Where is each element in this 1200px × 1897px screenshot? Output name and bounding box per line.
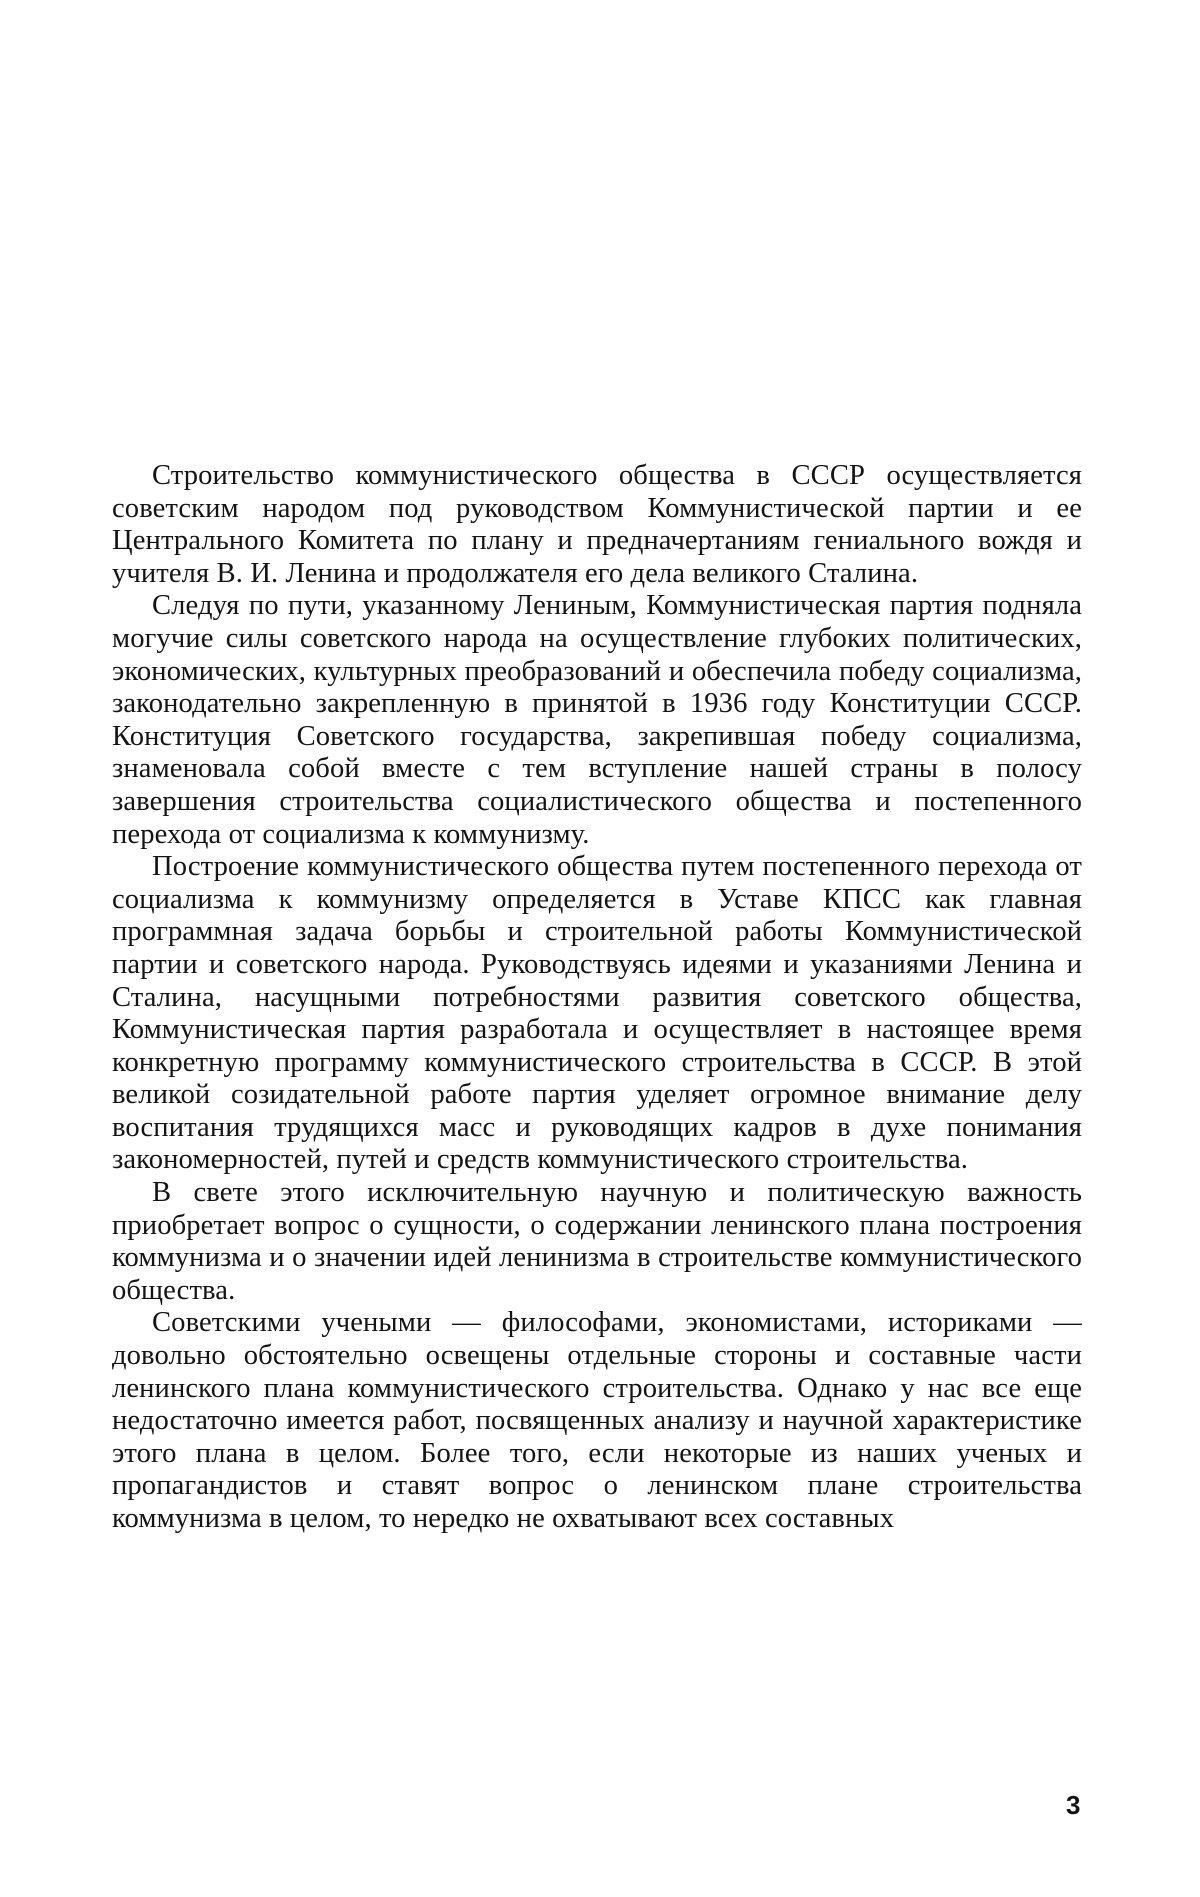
page-number: 3 — [1066, 1790, 1080, 1821]
paragraph-1: Строительство коммунистического общества в СССР осуществляется советским народом под руководством Коммунистической партии и ее Центрального Комитета по плану и предначертаниям гениального вождя и учителя В. И. Ленина и продолжателя его дела великого Сталина. — [112, 460, 1082, 590]
body-text — [112, 460, 1082, 1536]
paragraph-3: Построение коммунистического общества путем постепенного перехода от социализма к коммунизму определяется в Уставе КПСС как главная программная задача борьбы и строительной работы Коммунистической партии и советского народа. Руководствуясь идеями и указаниями Ленина и Сталина, насущными потребностями развития советского общества, Коммунистическая партия разработала и осуществляет в настоящее время конкретную программу коммунистического строительства в СССР. В этой великой созидательной работе партия уделяет огромное внимание делу воспитания трудящихся масс и руководящих кадров в духе понимания закономерностей, путей и средств коммунистического строительства. — [112, 851, 1082, 1177]
book-page — [0, 0, 1200, 1897]
paragraph-5: Советскими учеными — философами, экономистами, историками — довольно обстоятельно освещены отдельные стороны и составные части ленинского плана коммунистического строительства. Однако у нас все еще недостаточно имеется работ, посвященных анализу и научной характеристике этого плана в целом. Более того, если некоторые из наших ученых и пропагандистов и ставят вопрос о ленинском плане строительства коммунизма в целом, то нередко не охватывают всех составных — [112, 1307, 1082, 1535]
paragraph-4: В свете этого исключительную научную и политическую важность приобретает вопрос о сущности, о содержании ленинского плана построения коммунизма и о значении идей ленинизма в строительстве коммунистического общества. — [112, 1177, 1082, 1307]
paragraph-2: Следуя по пути, указанному Лениным, Коммунистическая партия подняла могучие силы советского народа на осуществление глубоких политических, экономических, культурных преобразований и обеспечила победу социализма, законодательно закрепленную в принятой в 1936 году Конституции СССР. Конституция Советского государства, закрепившая победу социализма, знаменовала собой вместе с тем вступление нашей страны в полосу завершения строительства социалистического общества и постепенного перехода от социализма к коммунизму. — [112, 590, 1082, 851]
